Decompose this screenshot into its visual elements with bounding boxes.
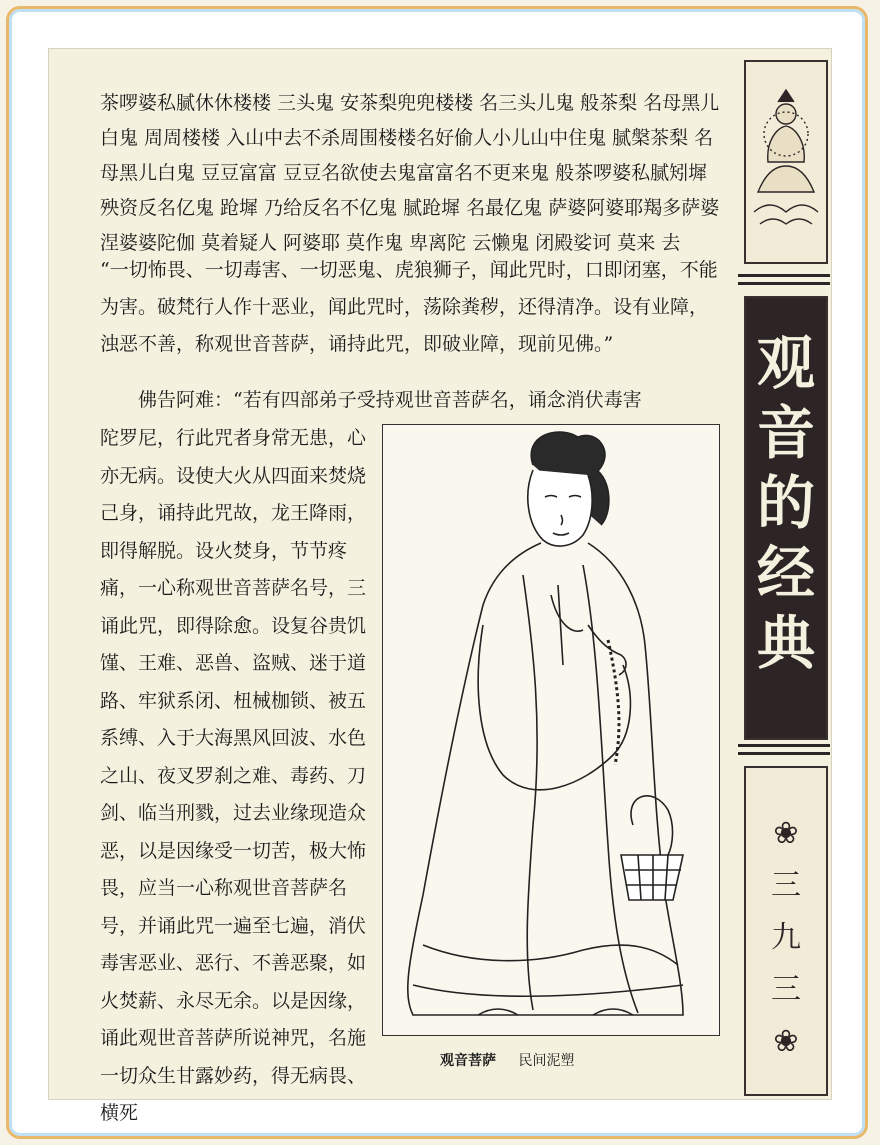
paragraph-2-first-line: 佛告阿难：“若有四部弟子受持观世音菩萨名，诵念消伏毒害 — [138, 389, 642, 411]
title-char: 观 — [756, 329, 815, 397]
flower-icon: ❀ — [773, 1024, 799, 1059]
title-char: 典 — [756, 609, 815, 677]
divider-bottom — [738, 744, 830, 747]
page-digit: 三 — [771, 972, 801, 1007]
illustration-caption — [440, 1050, 574, 1070]
title-char: 经 — [756, 539, 815, 607]
title-char: 的 — [756, 469, 815, 537]
divider-top — [738, 274, 830, 277]
guanyin-illustration — [382, 424, 720, 1036]
caption-title: 观音菩萨 — [440, 1053, 496, 1069]
flower-icon: ❀ — [773, 816, 799, 851]
page-digit: 九 — [771, 920, 801, 955]
page-number-box — [744, 766, 828, 1096]
page-number — [746, 808, 826, 1068]
guanyin-figure-icon — [383, 425, 719, 1035]
caption-note: 民间泥塑 — [518, 1053, 575, 1069]
divider-top-2 — [738, 282, 830, 285]
chapter-title-band — [744, 296, 828, 740]
deity-vignette — [744, 60, 828, 264]
divider-bottom-2 — [738, 752, 830, 755]
title-char: 音 — [756, 399, 815, 467]
paragraph-1: “一切怖畏、一切毒害、一切恶鬼、虎狼狮子，闻此咒时，口即闭塞，不能为害。破梵行人作十恶业，闻此咒时，荡除粪秽，还得清净。设有业障，浊恶不善，称观世音菩萨，诵持此咒，即破业障，现前见佛。” — [100, 259, 718, 355]
side-margin — [738, 56, 830, 1096]
mantra-text: 茶啰婆私腻休休楼楼 三头鬼 安茶梨兜兜楼楼 名三头儿鬼 般茶梨 名母黑儿白鬼 周周楼楼 入山中去不杀周围楼楼名好偷人小儿山中住鬼 腻槃茶梨 名母黑儿白鬼 豆豆富富 豆豆名欲使去鬼富富名不更来鬼 般茶啰婆私腻矧墀 殃资反名亿鬼 跄墀 乃给反名不亿鬼 腻跄墀 名最亿鬼 萨婆阿婆耶羯多萨婆涅婆婆陀伽 莫着疑人 阿婆耶 莫作鬼 卑离陀 云懒鬼 闭殿娑诃 莫来 去 — [100, 92, 720, 254]
page-digit: 三 — [771, 868, 801, 903]
seated-bodhisattva-icon — [746, 62, 826, 262]
paragraph-2-body: 陀罗尼，行此咒者身常无患，心亦无病。设使大火从四面来焚烧己身，诵持此咒故，龙王降雨，即得解脱。设火焚身，节节疼痛，一心称观世音菩萨名号，三诵此咒，即得除愈。设复谷贵饥馑、王难、恶兽、盗贼、迷于道路、牢狱系闭、杻械枷锁、被五系缚、入于大海黑风回波、水色之山、夜叉罗刹之难、毒药、刀剑、临当刑戮，过去业缘现造众恶，以是因缘受一切苦，极大怖畏，应当一心称观世音菩萨名号，并诵此咒一遍至七遍，消伏毒害恶业、恶行、不善恶聚，如火焚薪、永尽无余。以是因缘，诵此观世音菩萨所说神咒，名施一切众生甘露妙药，得无病畏、横死 — [100, 427, 367, 1124]
chapter-title — [746, 328, 826, 678]
